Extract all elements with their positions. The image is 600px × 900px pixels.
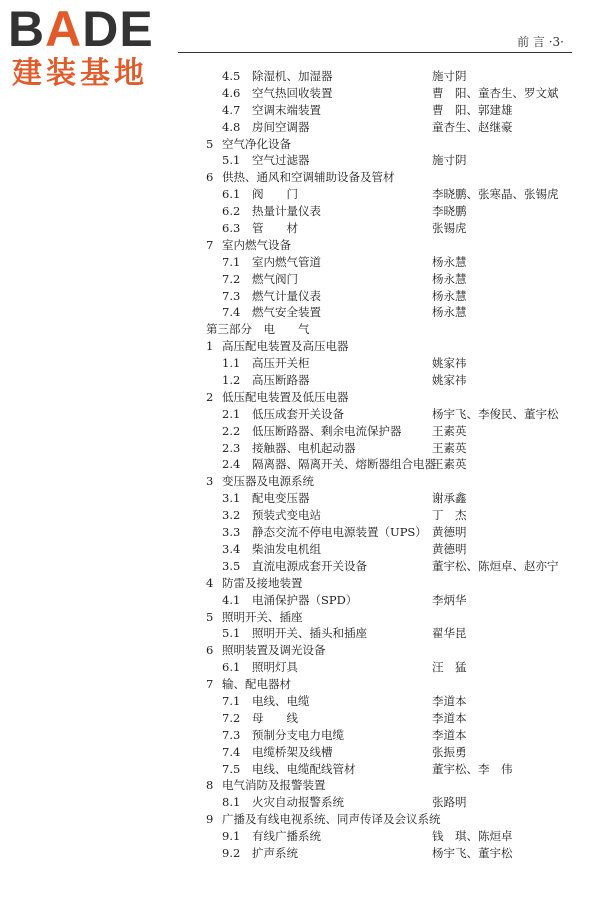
toc-entry-authors: 李晓鹏 <box>432 204 467 219</box>
page-header: 前 言 ·3· <box>517 35 564 49</box>
toc-entry <box>0 136 600 153</box>
toc-entry-title: 室内燃气管道 <box>252 254 321 269</box>
toc-entry-authors: 李道本 <box>432 727 467 742</box>
toc-entry <box>0 102 600 119</box>
toc-entry <box>0 186 600 203</box>
toc-entry <box>0 321 600 338</box>
toc-entry-authors: 姚家祎 <box>432 356 467 371</box>
toc-entry-number: 6.3 <box>222 221 241 236</box>
toc-entry-authors: 王素英 <box>432 457 467 472</box>
toc-entry <box>0 575 600 592</box>
logo-letters-de: DE <box>82 1 154 57</box>
toc-entry-number: 5.1 <box>222 153 241 168</box>
toc-entry-number: 4.5 <box>222 69 241 83</box>
toc-entry <box>0 811 600 828</box>
toc-entry-authors: 丁 杰 <box>432 508 467 523</box>
toc-entry-title: 火灾自动报警系统 <box>252 795 344 810</box>
toc-entry-authors: 张路明 <box>432 795 467 810</box>
toc-entry-title: 广播及有线电视系统、同声传译及会议系统 <box>222 812 441 827</box>
toc-entry-title: 变压器及电源系统 <box>222 474 314 489</box>
toc-entry-authors: 汪 猛 <box>432 660 467 675</box>
brand-logo <box>8 2 154 56</box>
toc-entry-authors: 张振勇 <box>432 744 467 759</box>
toc-entry-number: 7.1 <box>222 693 241 708</box>
toc-entry-number: 6.1 <box>222 660 241 675</box>
toc-entry-authors: 曹 阳、郭建雄 <box>432 102 513 117</box>
toc-entry <box>0 507 600 524</box>
toc-entry-number: 2 <box>206 389 214 404</box>
toc-entry-number: 3.5 <box>222 558 241 573</box>
toc-entry-title: 接触器、电机起动器 <box>252 440 356 455</box>
toc-entry-title: 热量计量仪表 <box>252 204 321 219</box>
toc-entry-title: 电线、电缆 <box>252 693 310 708</box>
toc-entry-number: 3.2 <box>222 508 241 523</box>
toc-entry-authors: 姚家祎 <box>432 373 467 388</box>
toc-entry-number: 7.3 <box>222 727 241 742</box>
toc-entry-number: 7 <box>206 237 214 252</box>
toc-entry-number: 4.1 <box>222 592 241 607</box>
header-rule <box>178 52 572 53</box>
toc-entry <box>0 490 600 507</box>
toc-entry-number: 5 <box>206 136 214 151</box>
toc-entry-authors: 童杏生、赵继豪 <box>432 119 513 134</box>
toc-entry-authors: 杨永慧 <box>432 288 467 303</box>
toc-entry <box>0 406 600 423</box>
toc-entry-title: 房间空调器 <box>252 119 310 134</box>
toc-entry-title: 母 线 <box>252 710 298 725</box>
toc-entry-number: 7.2 <box>222 710 241 725</box>
toc-entry <box>0 609 600 626</box>
toc-entry-number: 8.1 <box>222 795 241 810</box>
toc-entry-title: 有线广播系统 <box>252 829 321 844</box>
toc-entry-title: 燃气安全装置 <box>252 305 321 320</box>
toc-entry-title: 空气净化设备 <box>222 136 291 151</box>
toc-entry-number: 6.1 <box>222 187 241 202</box>
toc-entry-number: 4.7 <box>222 102 241 117</box>
toc-entry <box>0 152 600 169</box>
toc-entry <box>0 524 600 541</box>
toc-entry <box>0 744 600 761</box>
toc-entry <box>0 659 600 676</box>
toc-entry-authors: 李道本 <box>432 710 467 725</box>
toc-entry <box>0 169 600 186</box>
toc-entry-title: 预制分支电力电缆 <box>252 727 344 742</box>
toc-entry-title: 低压成套开关设备 <box>252 406 344 421</box>
toc-entry-number: 7.3 <box>222 288 241 303</box>
toc-entry-number: 6.2 <box>222 204 241 219</box>
toc-entry-number: 3.4 <box>222 541 241 556</box>
toc-entry <box>0 845 600 862</box>
toc-entry-title: 柴油发电机组 <box>252 541 321 556</box>
toc-entry-authors: 王素英 <box>432 423 467 438</box>
toc-entry-number: 5.1 <box>222 626 241 641</box>
toc-entry-title: 低压断路器、剩余电流保护器 <box>252 423 402 438</box>
toc-entry-title: 高压配电装置及高压电器 <box>222 339 349 354</box>
toc-entry <box>0 372 600 389</box>
toc-entry-authors: 杨宇飞、李俊民、董宇松 <box>432 406 559 421</box>
toc-entry-title: 燃气阀门 <box>252 271 298 286</box>
logo-letter-b: B <box>8 1 46 57</box>
toc-entry-authors: 杨宇飞、董宇松 <box>432 845 513 860</box>
toc-entry-title: 直流电源成套开关设备 <box>252 558 367 573</box>
toc-entry-title: 阀 门 <box>252 187 298 202</box>
toc-entry-authors: 施寸阴 <box>432 69 467 83</box>
toc-entry-title: 燃气计量仪表 <box>252 288 321 303</box>
toc-entry-authors: 董宇松、陈烜卓、赵亦宁 <box>432 558 559 573</box>
toc-entry <box>0 288 600 305</box>
toc-entry-number: 9.1 <box>222 829 241 844</box>
toc-entry-number: 1 <box>206 339 214 354</box>
toc-entry <box>0 389 600 406</box>
toc-entry-authors: 钱 琪、陈烜卓 <box>432 829 513 844</box>
toc-entry-number: 7.5 <box>222 761 241 776</box>
toc-entry-title: 隔离器、隔离开关、熔断器组合电器 <box>252 457 436 472</box>
toc-entry-authors: 谢承鑫 <box>432 491 467 506</box>
toc-entry <box>0 693 600 710</box>
toc-entry-number: 5 <box>206 609 214 624</box>
logo-letter-a: A <box>45 1 83 57</box>
toc-entry <box>0 828 600 845</box>
toc-entry-authors: 黄德明 <box>432 541 467 556</box>
toc-entry-authors: 曹 阳、童杏生、罗文斌 <box>432 85 559 100</box>
toc-entry-number: 4.8 <box>222 119 241 134</box>
toc-entry <box>0 558 600 575</box>
toc-entry <box>0 541 600 558</box>
toc-entry-title: 照明开关、插座 <box>222 609 303 624</box>
toc-entry-number: 7 <box>206 677 214 692</box>
toc-entry-title: 低压配电装置及低压电器 <box>222 389 349 404</box>
toc-entry-number: 3.3 <box>222 525 241 540</box>
toc-entry-authors: 王素英 <box>432 440 467 455</box>
toc-entry <box>0 777 600 794</box>
toc-entry <box>0 676 600 693</box>
toc-entry-authors: 施寸阴 <box>432 153 467 168</box>
toc-entry-title: 电涌保护器（SPD） <box>252 592 358 607</box>
toc-entry <box>0 423 600 440</box>
toc-entry-number: 1.1 <box>222 356 241 371</box>
toc-entry-number: 7.1 <box>222 254 241 269</box>
toc-entry <box>0 592 600 609</box>
toc-entry <box>0 440 600 457</box>
toc-entry-authors: 董宇松、李 伟 <box>432 761 513 776</box>
toc-entry-title: 扩声系统 <box>252 845 298 860</box>
toc-entry-number: 7.4 <box>222 305 241 320</box>
toc-entry-title: 预装式变电站 <box>252 508 321 523</box>
toc-entry-title: 照明灯具 <box>252 660 298 675</box>
toc-entry <box>0 119 600 136</box>
toc-entry-authors: 杨永慧 <box>432 271 467 286</box>
toc-entry-title: 配电变压器 <box>252 491 310 506</box>
toc-entry-title: 第三部分 电 气 <box>206 322 310 337</box>
toc-entry-title: 照明装置及调光设备 <box>222 643 326 658</box>
toc-entry <box>0 794 600 811</box>
toc-entry-authors: 张锡虎 <box>432 221 467 236</box>
toc-entry-number: 2.1 <box>222 406 241 421</box>
toc-entry-title: 供热、通风和空调辅助设备及管材 <box>222 170 395 185</box>
toc-entry-number: 4.6 <box>222 85 241 100</box>
toc-entry-authors: 杨永慧 <box>432 254 467 269</box>
toc-entry-number: 3 <box>206 474 214 489</box>
toc-entry-number: 2.4 <box>222 457 241 472</box>
toc-entry-title: 除湿机、加湿器 <box>252 69 333 83</box>
toc-entry <box>0 761 600 778</box>
toc-entry-authors: 杨永慧 <box>432 305 467 320</box>
toc-entry <box>0 220 600 237</box>
toc-entry-number: 1.2 <box>222 373 241 388</box>
toc-entry <box>0 473 600 490</box>
toc-entry-title: 静态交流不停电电源装置（UPS） <box>252 525 427 540</box>
toc-entry-authors: 黄德明 <box>432 525 467 540</box>
toc-entry <box>0 68 600 85</box>
toc-entry-number: 9.2 <box>222 845 241 860</box>
toc-entry-number: 3.1 <box>222 491 241 506</box>
toc-entry <box>0 642 600 659</box>
toc-entry-title: 输、配电器材 <box>222 677 291 692</box>
toc-entry-number: 6 <box>206 643 214 658</box>
toc-entry-number: 6 <box>206 170 214 185</box>
toc-entry-title: 电线、电缆配线管材 <box>252 761 356 776</box>
toc-entry-title: 高压开关柜 <box>252 356 310 371</box>
toc-entry-number: 2.2 <box>222 423 241 438</box>
toc-entry-title: 室内燃气设备 <box>222 237 291 252</box>
toc-entry-number: 9 <box>206 812 214 827</box>
toc-entry-title: 空气热回收装置 <box>252 85 333 100</box>
toc-entry <box>0 625 600 642</box>
toc-entry-title: 电缆桥架及线槽 <box>252 744 333 759</box>
toc-entry-authors: 李晓鹏、张寒晶、张锡虎 <box>432 187 559 202</box>
table-of-contents <box>0 68 600 862</box>
toc-entry-title: 空调末端装置 <box>252 102 321 117</box>
toc-entry <box>0 304 600 321</box>
toc-entry-authors: 翟华昆 <box>432 626 467 641</box>
toc-entry-number: 8 <box>206 778 214 793</box>
toc-entry-authors: 李炳华 <box>432 592 467 607</box>
toc-entry <box>0 237 600 254</box>
toc-entry <box>0 85 600 102</box>
toc-entry <box>0 710 600 727</box>
logo-tagline: 建装基地 <box>12 56 148 91</box>
toc-entry <box>0 271 600 288</box>
toc-entry-title: 电气消防及报警装置 <box>222 778 326 793</box>
toc-entry-title: 空气过滤器 <box>252 153 310 168</box>
toc-entry-title: 防雷及接地装置 <box>222 575 303 590</box>
toc-entry <box>0 355 600 372</box>
toc-entry-title: 高压断路器 <box>252 373 310 388</box>
toc-entry-number: 7.4 <box>222 744 241 759</box>
toc-entry-title: 管 材 <box>252 221 298 236</box>
toc-entry-number: 7.2 <box>222 271 241 286</box>
toc-entry <box>0 254 600 271</box>
toc-entry-title: 照明开关、插头和插座 <box>252 626 367 641</box>
toc-entry-number: 2.3 <box>222 440 241 455</box>
toc-entry-authors: 李道本 <box>432 693 467 708</box>
toc-entry <box>0 203 600 220</box>
toc-entry <box>0 338 600 355</box>
toc-entry <box>0 456 600 473</box>
toc-entry-number: 4 <box>206 575 214 590</box>
toc-entry <box>0 727 600 744</box>
